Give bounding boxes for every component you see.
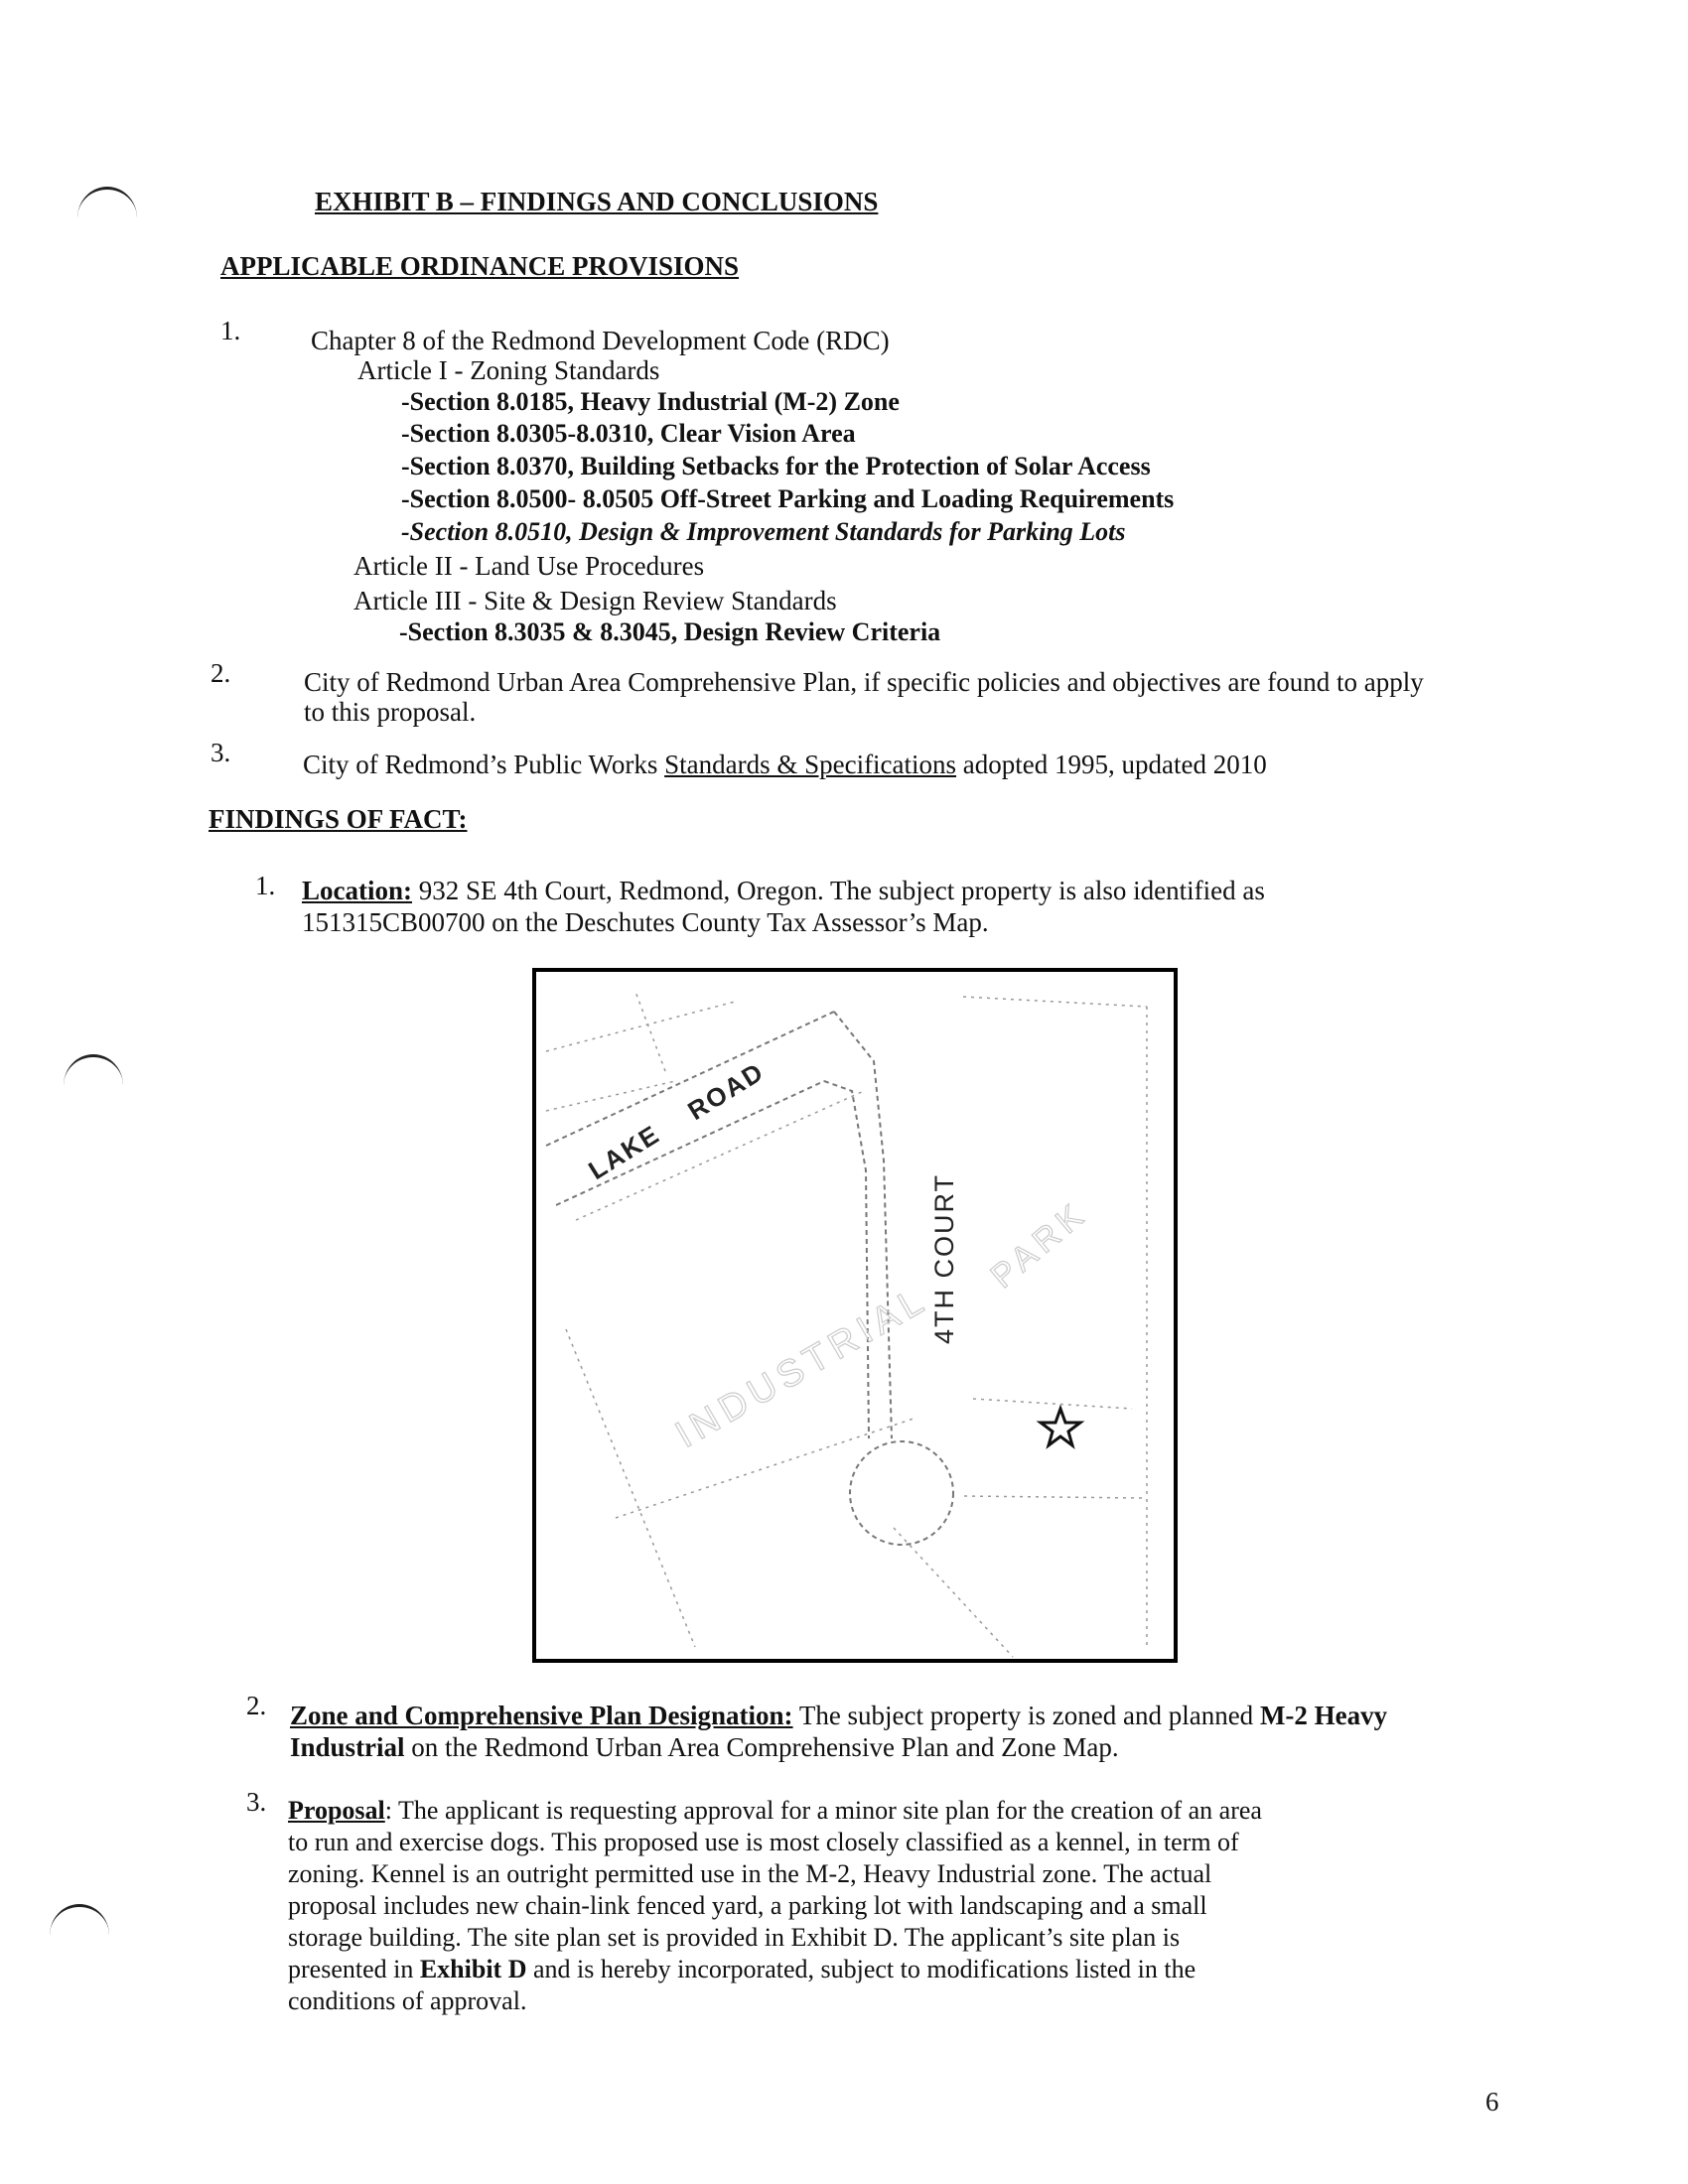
proposal-line: storage building. The site plan set is provided in Exhibit D. The applicant’s site plan is [288,1923,1181,1952]
provision-item-3 [303,750,1267,780]
map-label-lake: LAKE [583,1118,665,1186]
industrial-watermark: INDUSTRIAL [668,1278,936,1456]
proposal-line: zoning. Kennel is an outright permitted use in the M-2, Heavy Industrial zone. The actual [288,1859,1212,1888]
item-number: 1. [255,871,276,900]
item-number: 3. [211,738,231,767]
location-label: Location: [302,876,412,905]
finding-location-line1 [302,876,1265,906]
proposal-line: proposal includes new chain-link fenced yard, a parking lot with landscaping and a small [288,1891,1207,1920]
finding-zone-line2 [290,1732,1119,1763]
page-number: 6 [1485,2087,1499,2116]
page-title: EXHIBIT B – FINDINGS AND CONCLUSIONS [315,187,879,216]
proposal-post: and is hereby incorporated, subject to modifications listed in the [526,1955,1196,1983]
item-number: 1. [220,316,241,345]
zone-text: The subject property is zoned and planned [792,1701,1260,1730]
findings-heading: FINDINGS OF FACT: [209,804,468,834]
provision-item-1: Chapter 8 of the Redmond Development Code (RDC) [311,326,890,355]
article-1: Article I - Zoning Standards [357,355,660,385]
location-text: 932 SE 4th Court, Redmond, Oregon. The subject property is also identified as [412,876,1265,905]
finding-location-line2: 151315CB00700 on the Deschutes County Tax Assessor’s Map. [302,907,989,937]
provision-item-3-suffix: adopted 1995, updated 2010 [956,750,1267,779]
map-label-4th-court: 4TH COURT [929,1172,959,1344]
article-3: Article III - Site & Design Review Standards [353,586,837,615]
item-number: 3. [246,1787,267,1817]
map-label-road: ROAD [682,1055,770,1127]
map-graphic [536,972,1174,1659]
proposal-line: to run and exercise dogs. This proposed use is most closely classified as a kennel, in term of [288,1828,1239,1856]
proposal-line [288,1954,1430,1985]
provisions-heading: APPLICABLE ORDINANCE PROVISIONS [220,251,740,281]
section-item: -Section 8.0185, Heavy Industrial (M-2) Zone [401,387,900,416]
provision-item-3-prefix: City of Redmond’s Public Works [303,750,665,779]
zone-label: Zone and Comprehensive Plan Designation: [290,1701,793,1730]
proposal-text: : The applicant is requesting approval for a minor site plan for the creation of an area [384,1796,1262,1825]
location-map [532,968,1178,1663]
park-watermark: PARK [983,1193,1095,1297]
proposal-pre: presented in [288,1955,420,1983]
zone-text-2: on the Redmond Urban Area Comprehensive Plan and Zone Map. [404,1732,1119,1762]
standards-link: Standards & Specifications [664,750,957,779]
hole-punch-mark [64,1054,123,1117]
hole-punch-mark [77,187,137,249]
zone-bold-2: Industrial [290,1732,405,1762]
zone-bold: M-2 Heavy [1259,1701,1388,1730]
item-number: 2. [211,658,231,688]
exhibit-d-bold: Exhibit D [419,1955,527,1983]
hole-punch-mark [50,1904,109,1967]
provision-item-2-line1: City of Redmond Urban Area Comprehensive Plan, if specific policies and objectives are found to apply [304,667,1424,697]
section-item: -Section 8.0500- 8.0505 Off-Street Parking and Loading Requirements [401,484,1175,513]
section-item: -Section 8.0510, Design & Improvement Standards for Parking Lots [401,517,1126,546]
proposal-line: conditions of approval. [288,1986,527,2015]
proposal-line [288,1795,1430,1827]
section-item: -Section 8.0305-8.0310, Clear Vision Area [401,419,856,448]
item-number: 2. [246,1691,267,1720]
provision-item-2-line2: to this proposal. [304,697,477,727]
finding-zone-line1 [290,1701,1387,1731]
article-2: Article II - Land Use Procedures [353,551,705,581]
star-icon [1041,1409,1080,1445]
proposal-label: Proposal [288,1796,385,1825]
section-item: -Section 8.0370, Building Setbacks for the Protection of Solar Access [401,452,1151,480]
section-item: -Section 8.3035 & 8.3045, Design Review Criteria [399,617,941,646]
finding-proposal [288,1795,1430,2017]
